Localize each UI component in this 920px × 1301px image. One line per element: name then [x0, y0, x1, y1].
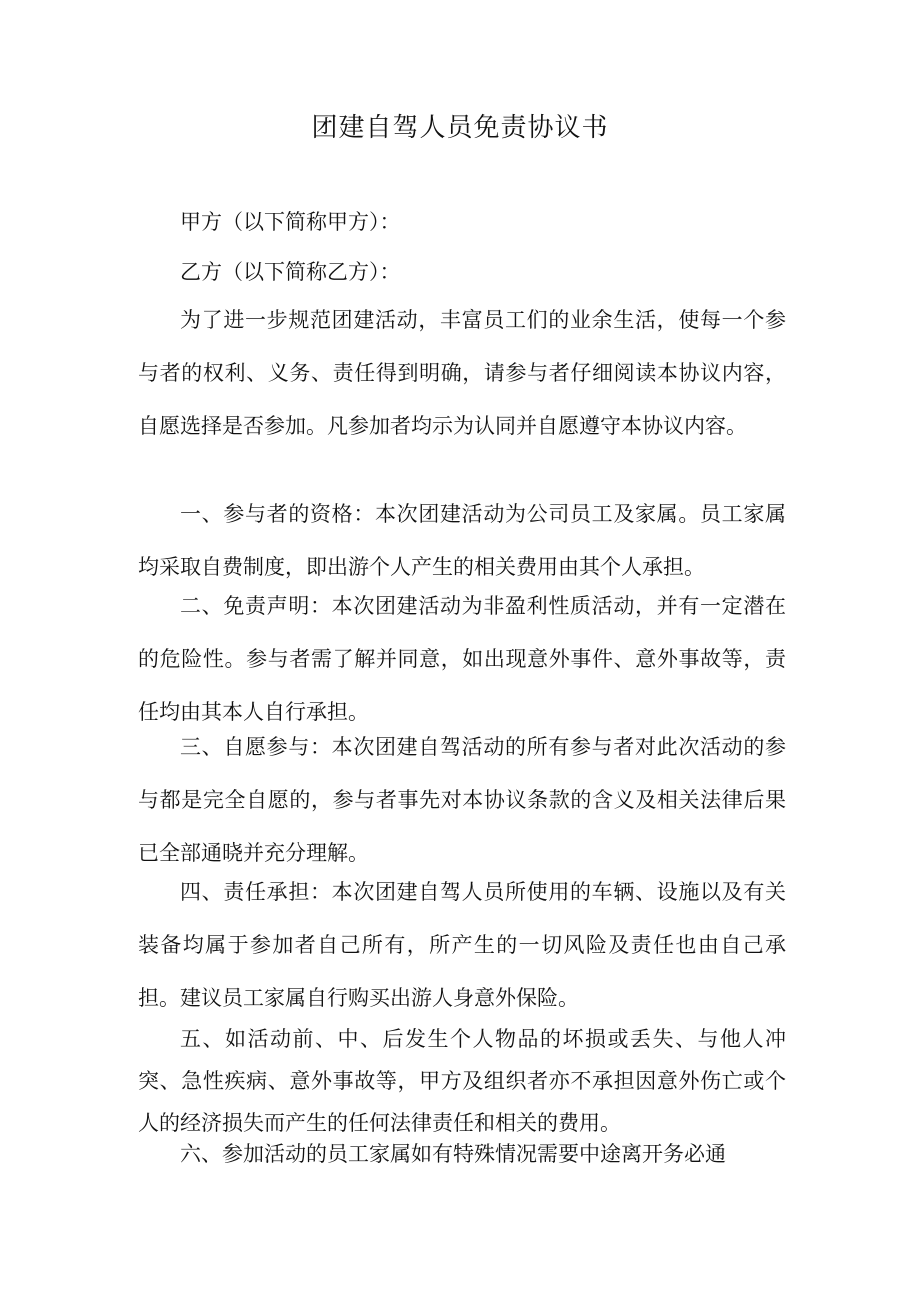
paragraph-clause-5: 五、如活动前、中、后发生个人物品的坏损或丢失、与他人冲突、急性疾病、意外事故等，甲方及组织者亦不承担因意外伤亡或个人的经济损失而产生的任何法律责任和相关的费用。 — [138, 1027, 786, 1135]
paragraph-intro: 为了进一步规范团建活动，丰富员工们的业余生活，使每一个参与者的权利、义务、责任得到明确，请参与者仔细阅读本协议内容，自愿选择是否参加。凡参加者均示为认同并自愿遵守本协议内容。 — [138, 308, 786, 438]
paragraph-clause-4: 四、责任承担：本次团建自驾人员所使用的车辆、设施以及有关装备均属于参加者自己所有，所产生的一切风险及责任也由自己承担。建议员工家属自行购买出游人身意外保险。 — [138, 880, 786, 1010]
party-b-line: 乙方（以下简称乙方）： — [180, 260, 401, 284]
paragraph-clause-6: 六、参加活动的员工家属如有特殊情况需要中途离开务必通 — [180, 1142, 726, 1166]
paragraph-clause-1: 一、参与者的资格：本次团建活动为公司员工及家属。员工家属均采取自费制度，即出游个人产生的相关费用由其个人承担。 — [138, 502, 786, 579]
paragraph-clause-3: 三、自愿参与：本次团建自驾活动的所有参与者对此次活动的参与都是完全自愿的，参与者事先对本协议条款的含义及相关法律后果已全部通晓并充分理解。 — [138, 735, 786, 865]
party-a-line: 甲方（以下简称甲方）： — [180, 210, 401, 234]
document-title: 团建自驾人员免责协议书 — [311, 113, 609, 143]
paragraph-clause-2: 二、免责声明：本次团建活动为非盈利性质活动，并有一定潜在的危险性。参与者需了解并同意，如出现意外事件、意外事故等，责任均由其本人自行承担。 — [138, 594, 786, 724]
